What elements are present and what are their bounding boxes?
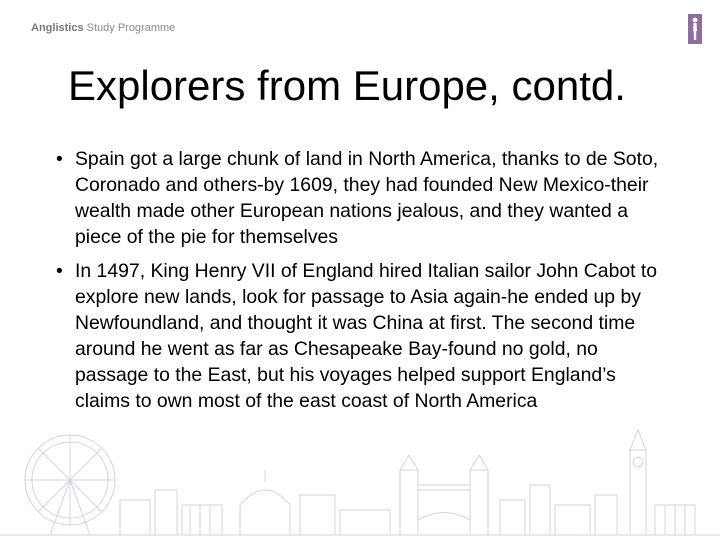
- brand-name: Anglistics: [31, 22, 84, 34]
- figure-silhouette-icon: [688, 14, 702, 44]
- list-item: [56, 146, 674, 250]
- bullet-text: Spain got a large chunk of land in North America, thanks to de Soto, Coronado and others-by 1609, they had founded New Mexico-their wealth made other European nations jealous, and they wanted a piece of the pie for themselves: [75, 148, 659, 248]
- bullet-text: In 1497, King Henry VII of England hired Italian sailor John Cabot to explore new lands, look for passage to Asia again-he ended up by Newfoundland, and thought it was China at first. The second time around he went as far as Chesapeake Bay-found no gold, no passage to the East, but his voyages helped support England’s claims to own most of the east coast of North America: [75, 260, 658, 412]
- bullet-marker: •: [56, 260, 63, 282]
- brand-subtitle: Study Programme: [83, 22, 176, 34]
- slide-title: Explorers from Europe, contd.: [68, 62, 626, 109]
- list-item: [56, 258, 674, 414]
- skyline-watermark: [0, 410, 720, 540]
- bullet-list: [56, 146, 674, 422]
- bullet-marker: •: [56, 148, 63, 170]
- programme-header: [31, 22, 175, 34]
